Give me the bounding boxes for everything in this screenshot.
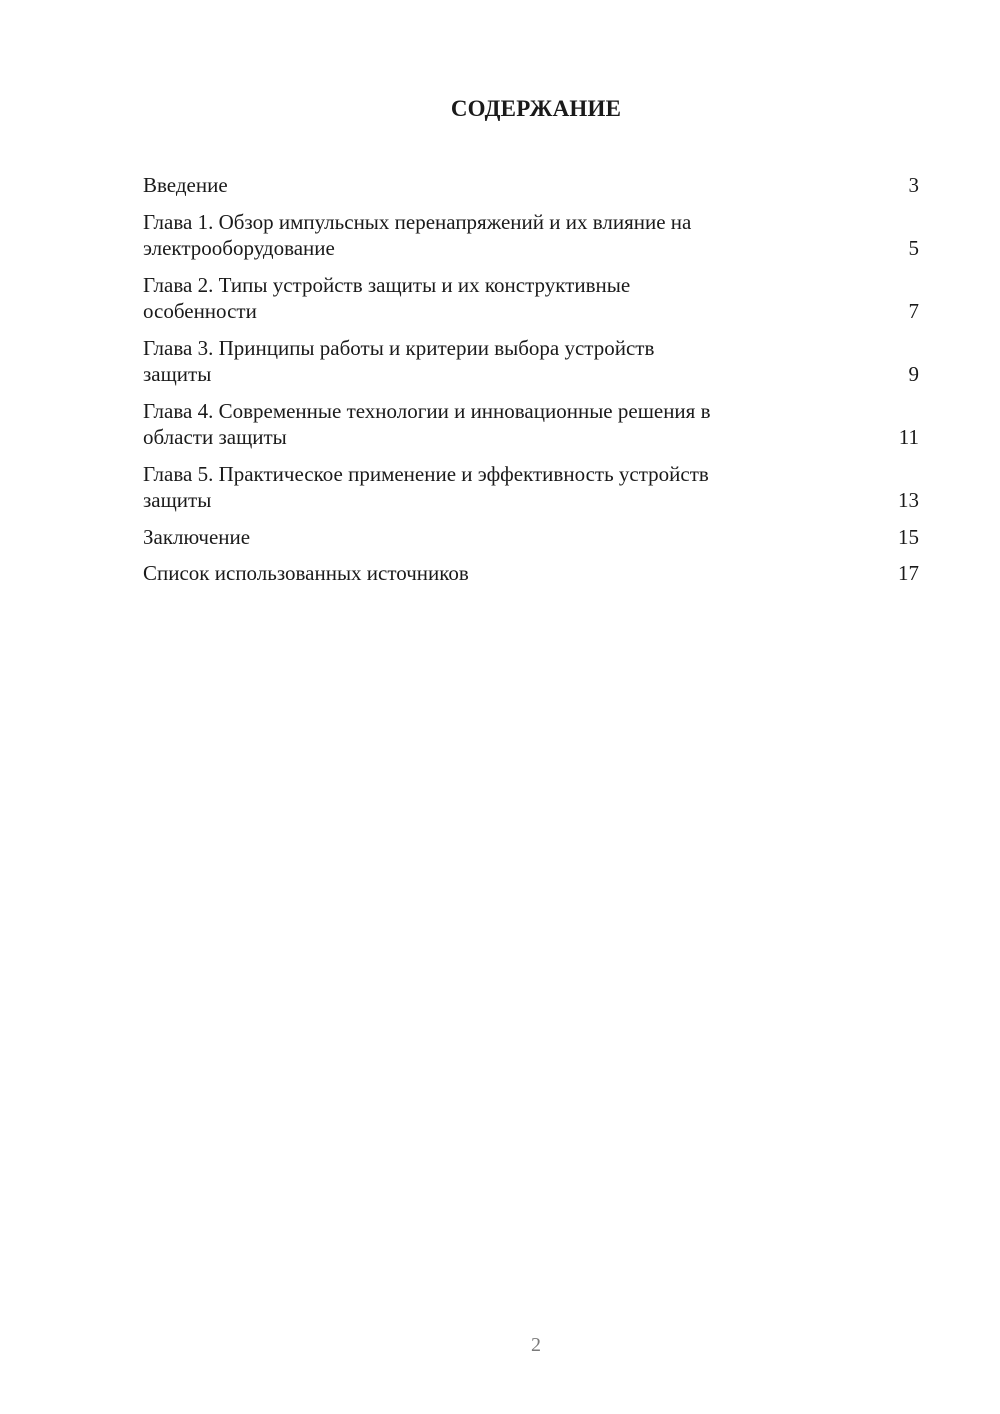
- toc-entry-page: 15: [898, 524, 919, 549]
- toc-entry-title: Глава 2. Типы устройств защиты и их конструктивные: [143, 272, 631, 297]
- table-of-contents: [143, 172, 919, 597]
- toc-entry-references: [143, 560, 919, 587]
- toc-entry-title: Список использованных источников: [143, 561, 469, 585]
- toc-entry-page: 7: [908, 299, 919, 323]
- toc-entry-title-continuation: защиты: [143, 362, 212, 386]
- page-number: 2: [531, 1334, 541, 1356]
- toc-entry-chapter-2: [143, 272, 919, 325]
- toc-entry-title: Глава 1. Обзор импульсных перенапряжений и их влияние на: [143, 209, 692, 234]
- toc-entry-page: 3: [908, 173, 919, 197]
- toc-entry-chapter-5: [143, 461, 919, 514]
- toc-entry-title-continuation: особенности: [143, 299, 257, 323]
- toc-entry-title: Глава 5. Практическое применение и эффективность устройств: [143, 461, 709, 486]
- toc-entry-page: 11: [898, 425, 919, 449]
- toc-entry-title: Глава 4. Современные технологии и инновационные решения в: [143, 398, 711, 423]
- toc-entry-title: Заключение: [143, 524, 251, 549]
- page-title: СОДЕРЖАНИЕ: [450, 96, 622, 121]
- toc-entry-introduction: [143, 172, 919, 199]
- toc-entry-page: 17: [898, 561, 919, 585]
- toc-entry-page: 5: [908, 236, 919, 260]
- toc-entry-page: 9: [908, 362, 919, 386]
- toc-entry-conclusion: [143, 524, 919, 551]
- toc-entry-chapter-4: [143, 398, 919, 451]
- toc-entry-title-continuation: защиты: [143, 488, 212, 512]
- toc-entry-chapter-1: [143, 209, 919, 262]
- toc-entry-chapter-3: [143, 335, 919, 388]
- toc-entry-title: Глава 3. Принципы работы и критерии выбора устройств: [143, 335, 655, 360]
- toc-entry-title: Введение: [143, 173, 228, 197]
- toc-entry-page: 13: [898, 488, 919, 512]
- toc-entry-title-continuation: электрооборудование: [143, 236, 335, 260]
- toc-entry-title-continuation: области защиты: [143, 425, 287, 449]
